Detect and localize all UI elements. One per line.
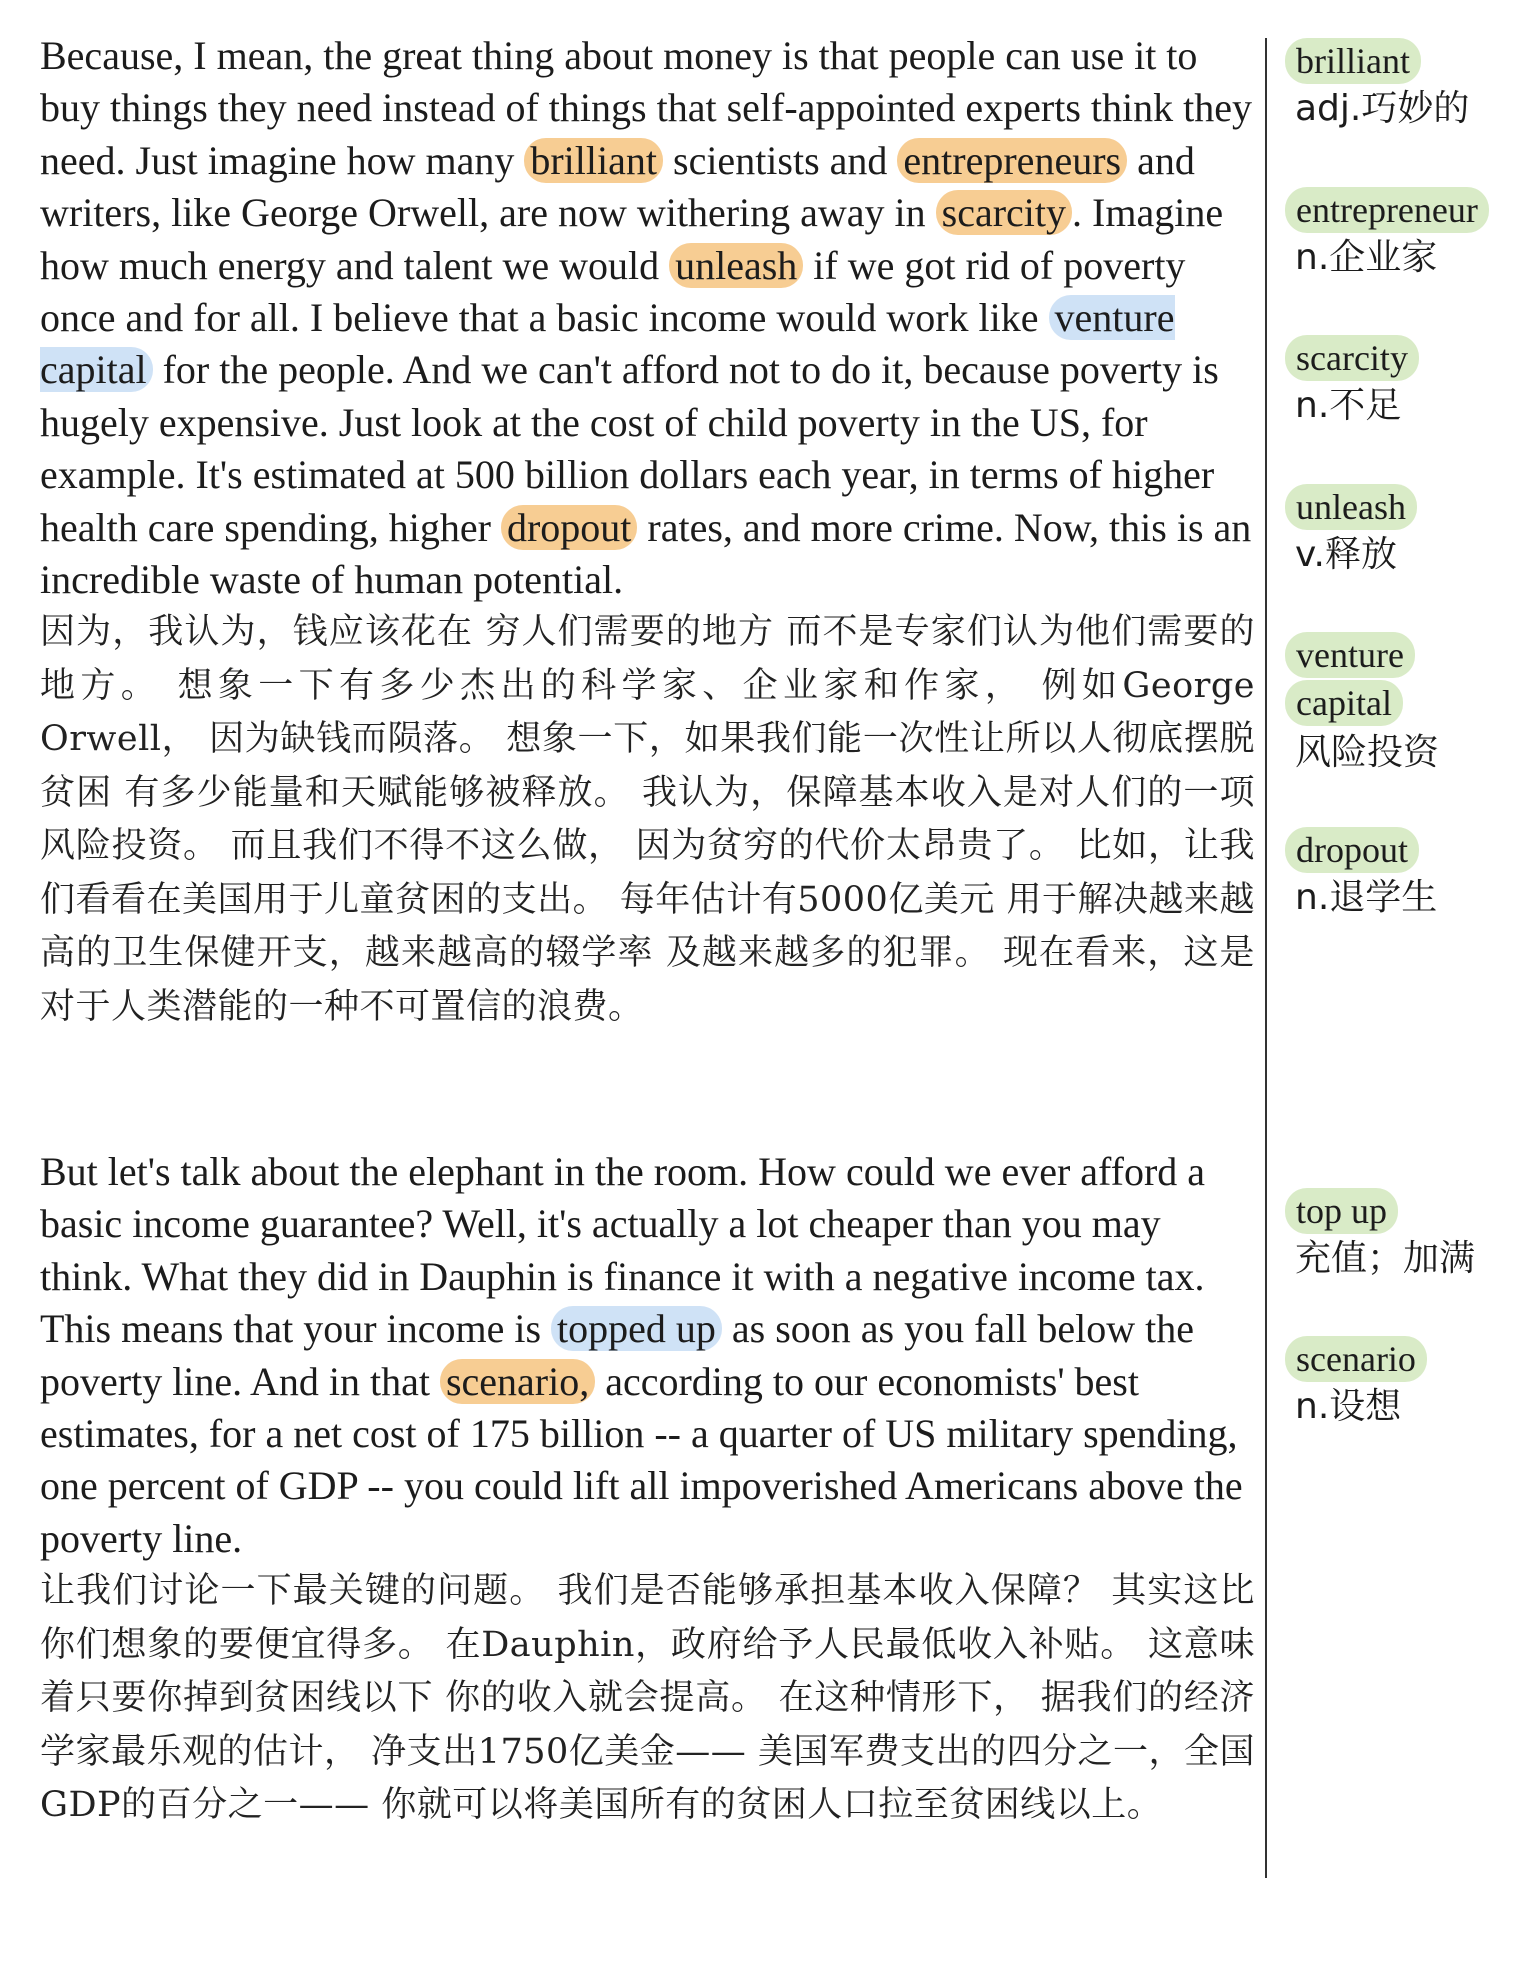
gloss-definition: n.不足	[1295, 385, 1402, 426]
gloss-definition: n.企业家	[1295, 237, 1438, 278]
gloss-term: dropout	[1285, 827, 1419, 873]
highlight-brilliant: brilliant	[524, 138, 663, 183]
gloss-item-unleash	[1285, 484, 1535, 580]
text-run: But let's talk about the elephant in the room. How could we ever afford a basic income guarantee? Well, it's actually a lot cheaper than you may think. What they did in Dauphin is finance it with a negative income tax. This means that your income is	[40, 1149, 1206, 1352]
chinese-paragraph-1: 因为，我认为，钱应该花在 穷人们需要的地方 而不是专家们认为他们需要的地方。 想象一下有多少杰出的科学家、企业家和作家， 例如George Orwell， 因为缺钱而陨落。 想象一下，如果我们能一次性让所以人彻底摆脱贫困 有多少能量和天赋能够被释放。 我认为，保障基本收入是对人们的一项风险投资。 而且我们不得不这么做， 因为贫穷的代价太昂贵了。 比如，让我们看看在美国用于儿童贫困的支出。 每年估计有5000亿美元 用于解决越来越高的卫生保健开支，越来越高的辍学率 及越来越多的犯罪。 现在看来，这是对于人类潜能的一种不可置信的浪费。	[40, 612, 1255, 1027]
highlight-unleash: unleash	[669, 243, 803, 288]
highlight-dropout: dropout	[501, 505, 637, 550]
highlight-topped-up: topped up	[551, 1306, 722, 1351]
gloss-term-line-1: venture	[1285, 632, 1415, 678]
text-run: if we got rid of poverty once and for all. I believe that a basic income would work like	[40, 242, 1186, 341]
chinese-paragraph-2: 让我们讨论一下最关键的问题。 我们是否能够承担基本收入保障？ 其实这比你们想象的要便宜得多。 在Dauphin，政府给予人民最低收入补贴。 这意味着只要你掉到贫困线以下 你的收入就会提高。 在这种情形下， 据我们的经济学家最乐观的估计， 净支出1750亿美金—— 美国军费支出的四分之一，全国GDP的百分之一—— 你就可以将美国所有的贫困人口拉至贫困线以上。	[40, 1571, 1255, 1826]
gloss-term: unleash	[1285, 484, 1417, 530]
gloss-item-venture-capital	[1285, 632, 1535, 778]
vocabulary-sidebar	[1275, 0, 1538, 1985]
passage-section-2	[40, 1146, 1255, 1833]
gloss-term: scarcity	[1285, 335, 1419, 381]
text-run: scientists and	[663, 137, 898, 183]
gloss-term: brilliant	[1285, 38, 1421, 84]
gloss-definition: 充值；加满	[1295, 1238, 1476, 1279]
highlight-venture-capital: venture capital	[40, 295, 1175, 393]
gloss-term: top up	[1285, 1188, 1398, 1234]
gloss-item-scenario	[1285, 1336, 1535, 1432]
highlight-scarcity: scarcity	[936, 190, 1072, 235]
column-divider	[1265, 38, 1267, 1878]
highlight-scenario: scenario,	[440, 1359, 595, 1404]
gloss-item-dropout	[1285, 827, 1535, 923]
gloss-definition: n.设想	[1295, 1386, 1402, 1427]
text-run: according to our economists' best estimates, for a net cost of 175 billion -- a quarter of US military spending, one percent of GDP -- you could lift all impoverished Americans above the poverty line.	[40, 1358, 1243, 1561]
text-run: . Imagine how much energy and talent we would	[40, 190, 1224, 288]
text-run: Because, I mean, the great thing about money is that people can use it to buy things they need instead of things that self-appointed experts think they need. Just imagine how many	[40, 33, 1252, 183]
text-run: rates, and more crime. Now, this is an incredible waste of human potential.	[40, 504, 1252, 603]
gloss-definition: adj.巧妙的	[1295, 88, 1470, 129]
passage-section-1	[40, 30, 1255, 1034]
text-run: as soon as you fall below the poverty line. And in that	[40, 1306, 1195, 1404]
text-run: and writers, like George Orwell, are now withering away in	[40, 137, 1195, 236]
highlight-entrepreneurs: entrepreneurs	[897, 138, 1127, 183]
gloss-definition: 风险投资	[1295, 732, 1440, 773]
gloss-term-line-2: capital	[1285, 680, 1403, 726]
gloss-term: scenario	[1285, 1336, 1427, 1382]
gloss-term: entrepreneur	[1285, 187, 1489, 233]
gloss-definition: v.释放	[1295, 534, 1397, 575]
english-paragraph-2	[40, 1146, 1255, 1565]
gloss-item-scarcity	[1285, 335, 1535, 431]
gloss-definition: n.退学生	[1295, 877, 1438, 918]
gloss-item-entrepreneur	[1285, 187, 1535, 283]
gloss-item-brilliant	[1285, 38, 1535, 134]
gloss-item-top-up	[1285, 1188, 1535, 1284]
english-paragraph-1	[40, 30, 1255, 606]
text-run: for the people. And we can't afford not to do it, because poverty is hugely expensive. Just look at the cost of child poverty in the US, for example. It's estimated at 500 billion dollars each year, in terms of higher health care spending, higher	[40, 347, 1219, 550]
